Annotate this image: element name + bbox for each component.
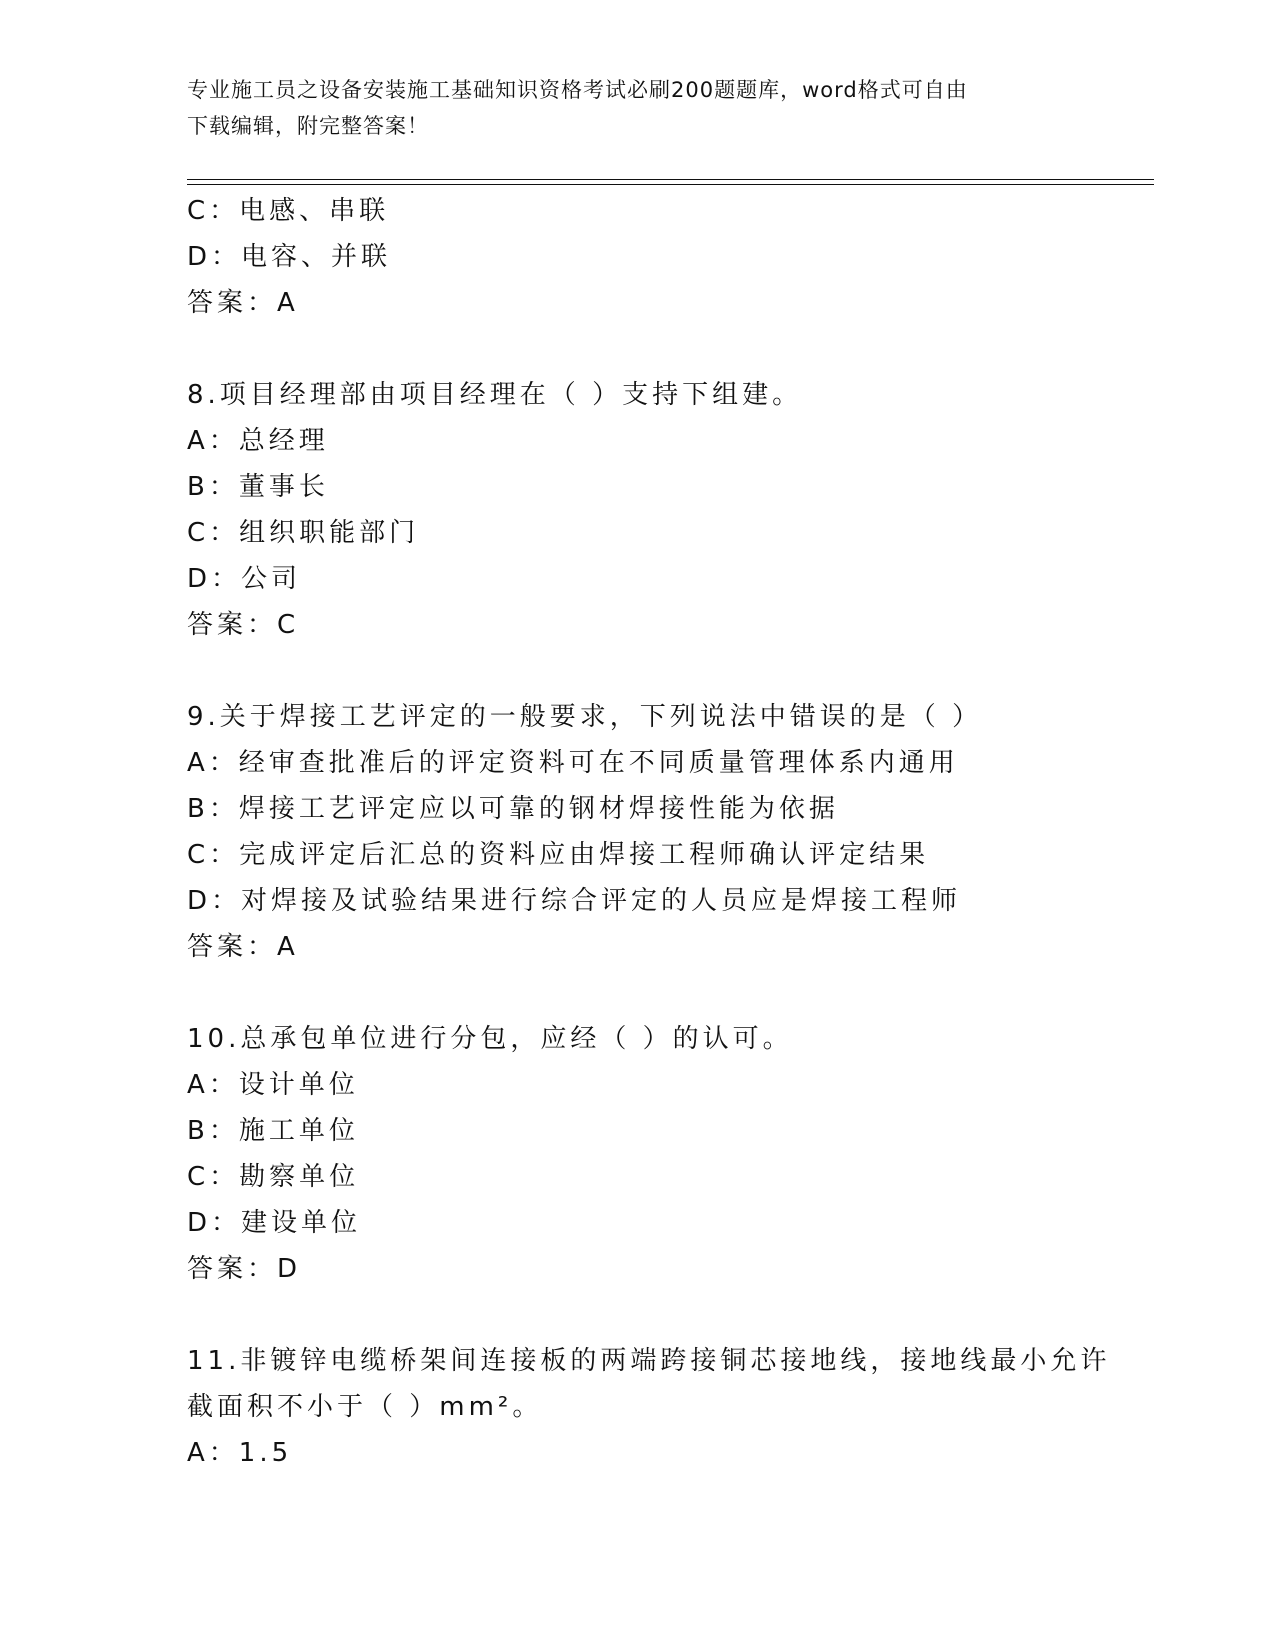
question-stem-line-2: 截面积不小于（ ）mm²。 xyxy=(187,1392,543,1422)
header-divider xyxy=(187,179,1154,185)
option-a: A：设计单位 xyxy=(187,1070,359,1100)
spacer xyxy=(187,970,1147,1016)
option-d: D：电容、并联 xyxy=(187,242,392,272)
spacer xyxy=(187,648,1147,694)
question-8 xyxy=(187,372,1147,648)
question-stem: 10.总承包单位进行分包，应经（ ）的认可。 xyxy=(187,1024,793,1054)
option-a: A：总经理 xyxy=(187,426,329,456)
answer: 答案：A xyxy=(187,288,299,318)
option-a: A：1.5 xyxy=(187,1438,293,1468)
option-b: B：施工单位 xyxy=(187,1116,359,1146)
question-list xyxy=(187,188,1147,1476)
document-header xyxy=(187,72,1087,144)
option-a: A：经审查批准后的评定资料可在不同质量管理体系内通用 xyxy=(187,748,959,778)
option-b: B：董事长 xyxy=(187,472,329,502)
question-9 xyxy=(187,694,1147,970)
document-title-line-1: 专业施工员之设备安装施工基础知识资格考试必刷200题题库，word格式可自由 xyxy=(187,78,968,102)
question-stem: 9.关于焊接工艺评定的一般要求，下列说法中错误的是（ ） xyxy=(187,702,983,732)
option-c: C：组织职能部门 xyxy=(187,518,420,548)
option-c: C：勘察单位 xyxy=(187,1162,360,1192)
question-11 xyxy=(187,1338,1147,1476)
option-c: C：完成评定后汇总的资料应由焊接工程师确认评定结果 xyxy=(187,840,930,870)
document-title-line-2: 下载编辑，附完整答案！ xyxy=(187,114,429,138)
question-stem-line-1: 11.非镀锌电缆桥架间连接板的两端跨接铜芯接地线，接地线最小允许 xyxy=(187,1346,1111,1376)
option-d: D：对焊接及试验结果进行综合评定的人员应是焊接工程师 xyxy=(187,886,962,916)
option-d: D：公司 xyxy=(187,564,302,594)
question-10 xyxy=(187,1016,1147,1292)
answer: 答案：A xyxy=(187,932,299,962)
answer: 答案：C xyxy=(187,610,300,640)
spacer xyxy=(187,326,1147,372)
spacer xyxy=(187,1292,1147,1338)
option-b: B：焊接工艺评定应以可靠的钢材焊接性能为依据 xyxy=(187,794,839,824)
option-d: D：建设单位 xyxy=(187,1208,362,1238)
option-c: C：电感、串联 xyxy=(187,196,390,226)
question-7-partial xyxy=(187,188,1147,326)
question-stem: 8.项目经理部由项目经理在（ ）支持下组建。 xyxy=(187,380,803,410)
answer: 答案：D xyxy=(187,1254,302,1284)
